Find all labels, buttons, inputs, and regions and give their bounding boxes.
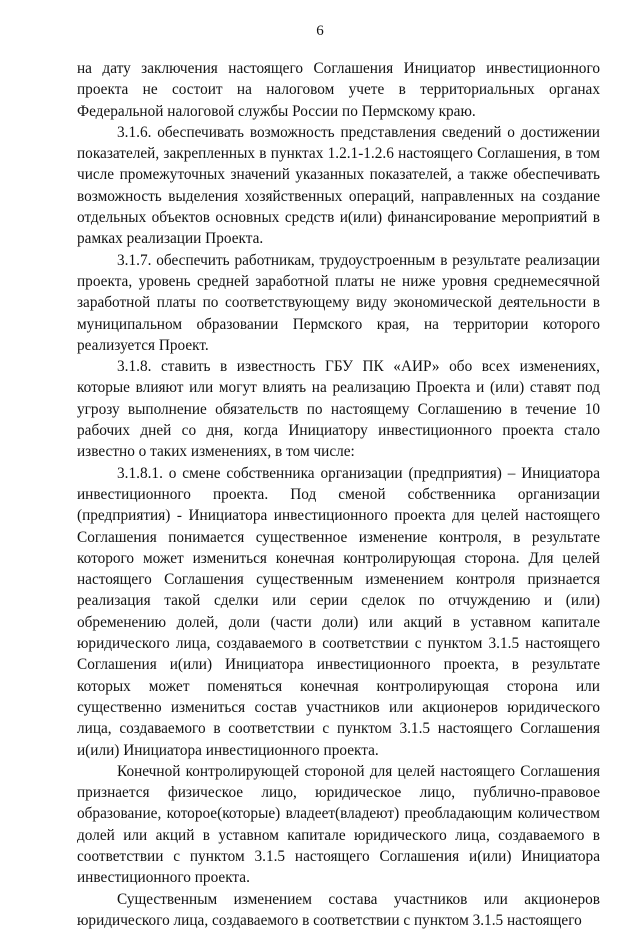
paragraph-3-1-7: 3.1.7. обеспечить работникам, трудоустроенным в результате реализации проекта, уровень средней заработной платы не ниже уровня среднемесячной заработной платы по соответствующему виду экономической деятельности в муниципальном образовании Пермского края, на территории которого реализуется Проект. (77, 251, 600, 354)
paragraph-continued: на дату заключения настоящего Соглашения Инициатор инвестиционного проекта не состоит на налоговом учете в территориальных органах Федеральной налоговой службы России по Пермскому краю. (77, 60, 600, 120)
document-body (77, 58, 600, 931)
paragraph-material-change: Существенным изменением состава участников или акционеров юридического лица, создаваемого в соответствии с пунктом 3.1.5 настоящего (77, 890, 600, 929)
paragraph-3-1-8: 3.1.8. ставить в известность ГБУ ПК «АИР» обо всех изменениях, которые влияют или могут влиять на реализацию Проекта и (или) ставят под угрозу выполнение обязательств по настоящему Соглашению в течение 10 рабочих дней со дня, когда Инициатору инвестиционного проекта стало известно о таких изменениях, в том числе: (77, 358, 600, 461)
page-number: 6 (316, 23, 324, 39)
paragraph-3-1-8-1: 3.1.8.1. о смене собственника организации (предприятия) – Инициатора инвестиционного проекта. Под сменой собственника организации (предприятия) - Инициатора инвестиционного проекта для целей настоящего Соглашения понимается существенное изменение контроля, в результате которого может измениться конечная контролирующая сторона. Для целей настоящего Соглашения существенным изменением контроля признается реализация такой сделки или серии сделок по отчуждению и (или) обременению долей, доли (части доли) или акций в уставном капитале юридического лица, создаваемого в соответствии с пунктом 3.1.5 настоящего Соглашения и(или) Инициатора инвестиционного проекта, в результате которых может поменяться конечная контролирующая сторона или существенно измениться состав участников или акционеров юридического лица, создаваемого в соответствии с пунктом 3.1.5 настоящего Соглашения и(или) Инициатора инвестиционного проекта. (77, 464, 600, 759)
paragraph-final-controlling-party: Конечной контролирующей стороной для целей настоящего Соглашения признается физическое лицо, юридическое лицо, публично-правовое образование, которое(которые) владеет(владеют) преобладающим количеством долей или акций в уставном капитале юридического лица, создаваемого в соответствии с пунктом 3.1.5 настоящего Соглашения и(или) Инициатора инвестиционного проекта. (77, 762, 600, 887)
paragraph-3-1-6: 3.1.6. обеспечивать возможность представления сведений о достижении показателей, закрепленных в пунктах 1.2.1-1.2.6 настоящего Соглашения, в том числе промежуточных значений указанных показателей, а также обеспечивать возможность выделения хозяйственных операций, направленных на создание отдельных объектов основных средств и(или) финансирование мероприятий в рамках реализации Проекта. (77, 123, 600, 248)
